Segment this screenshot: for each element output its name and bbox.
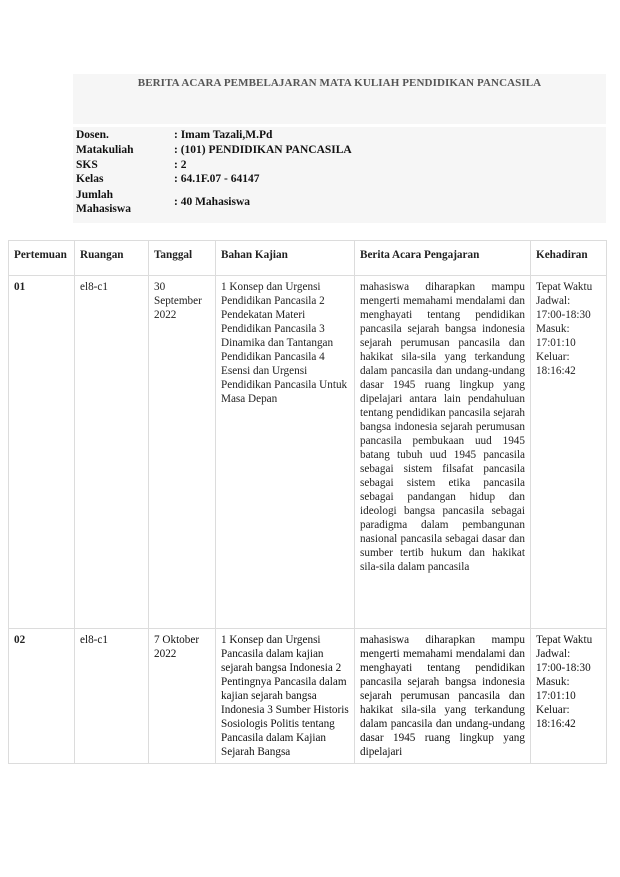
info-label: Jumlah Mahasiswa [76, 189, 131, 215]
table-row [9, 629, 607, 764]
info-value: : 64.1F.07 - 64147 [174, 173, 260, 185]
header-berita-acara: Berita Acara Pengajaran [355, 241, 531, 276]
info-value: : Imam Tazali,M.Pd [174, 129, 273, 141]
cell-kehadiran: Tepat Waktu Jadwal: 17:00-18:30 Masuk: 17:01:10 Keluar: 18:16:42 [531, 629, 607, 764]
info-value: : 40 Mahasiswa [174, 196, 251, 208]
document-title: BERITA ACARA PEMBELAJARAN MATA KULIAH PENDIDIKAN PANCASILA [137, 77, 542, 89]
info-label: Matakuliah [76, 144, 134, 156]
header-tanggal: Tanggal [149, 241, 216, 276]
cell-ruangan: el8-c1 [75, 276, 149, 629]
header-pertemuan: Pertemuan [9, 241, 75, 276]
title-band [73, 74, 606, 124]
info-value: : (101) PENDIDIKAN PANCASILA [174, 144, 352, 156]
cell-kehadiran: Tepat Waktu Jadwal: 17:00-18:30 Masuk: 17:01:10 Keluar: 18:16:42 [531, 276, 607, 629]
info-label: SKS [76, 159, 98, 171]
cell-pertemuan: 01 [9, 276, 75, 629]
info-label: Kelas [76, 173, 104, 185]
cell-berita-acara: mahasiswa diharapkan mampu mengerti memahami mendalami dan menghayati tentang pendidikan pancasila sejarah bangsa indonesia sejarah perumusan pancasila dan hakikat sila-sila yang terkandung dalam pancasila dan undang-undang dasar 1945 ruang lingkup yang dipelajari antara lain pendahuluan tentang pendidikan pancasila sejarah bangsa indonesia sejarah perumusan pancasila pembukaan uud 1945 batang tubuh uud 1945 pancasila sebagai sistem filsafat pancasila sebagai sistem etika pancasila sebagai pandangan hidup dan ideologi bangsa pancasila sebagai paradigma dalam pembangunan nasional pancasila sebagai dasar dan sumber tertib hukum dan hakikat sila-sila dalam pancasila [355, 276, 531, 629]
cell-bahan-kajian: 1 Konsep dan Urgensi Pancasila dalam kajian sejarah bangsa Indonesia 2 Pentingnya Pancasila dalam kajian sejarah bangsa Indonesia 3 Sumber Historis Sosiologis Politis tentang Pancasila dalam Kajian Sejarah Bangsa [216, 629, 355, 764]
cell-bahan-kajian: 1 Konsep dan Urgensi Pendidikan Pancasila 2 Pendekatan Materi Pendidikan Pancasila 3 Dinamika dan Tantangan Pendidikan Pancasila 4 Esensi dan Urgensi Pendidikan Pancasila Untuk Masa Depan [216, 276, 355, 629]
cell-berita-acara: mahasiswa diharapkan mampu mengerti memahami mendalami dan menghayati tentang pendidikan pancasila sejarah bangsa indonesia sejarah perumusan pancasila dan hakikat sila-sila yang terkandung dalam pancasila dan undang-undang dasar 1945 ruang lingkup yang dipelajari [355, 629, 531, 764]
header-ruangan: Ruangan [75, 241, 149, 276]
cell-pertemuan: 02 [9, 629, 75, 764]
info-value: : 2 [174, 159, 187, 171]
table-header-row [9, 241, 607, 276]
course-info [73, 127, 606, 223]
attendance-table [8, 240, 607, 764]
cell-ruangan: el8-c1 [75, 629, 149, 764]
info-label: Dosen. [76, 129, 109, 141]
cell-tanggal: 30 September 2022 [149, 276, 216, 629]
header-bahan-kajian: Bahan Kajian [216, 241, 355, 276]
cell-tanggal: 7 Oktober 2022 [149, 629, 216, 764]
table-row [9, 276, 607, 629]
header-kehadiran: Kehadiran [531, 241, 607, 276]
